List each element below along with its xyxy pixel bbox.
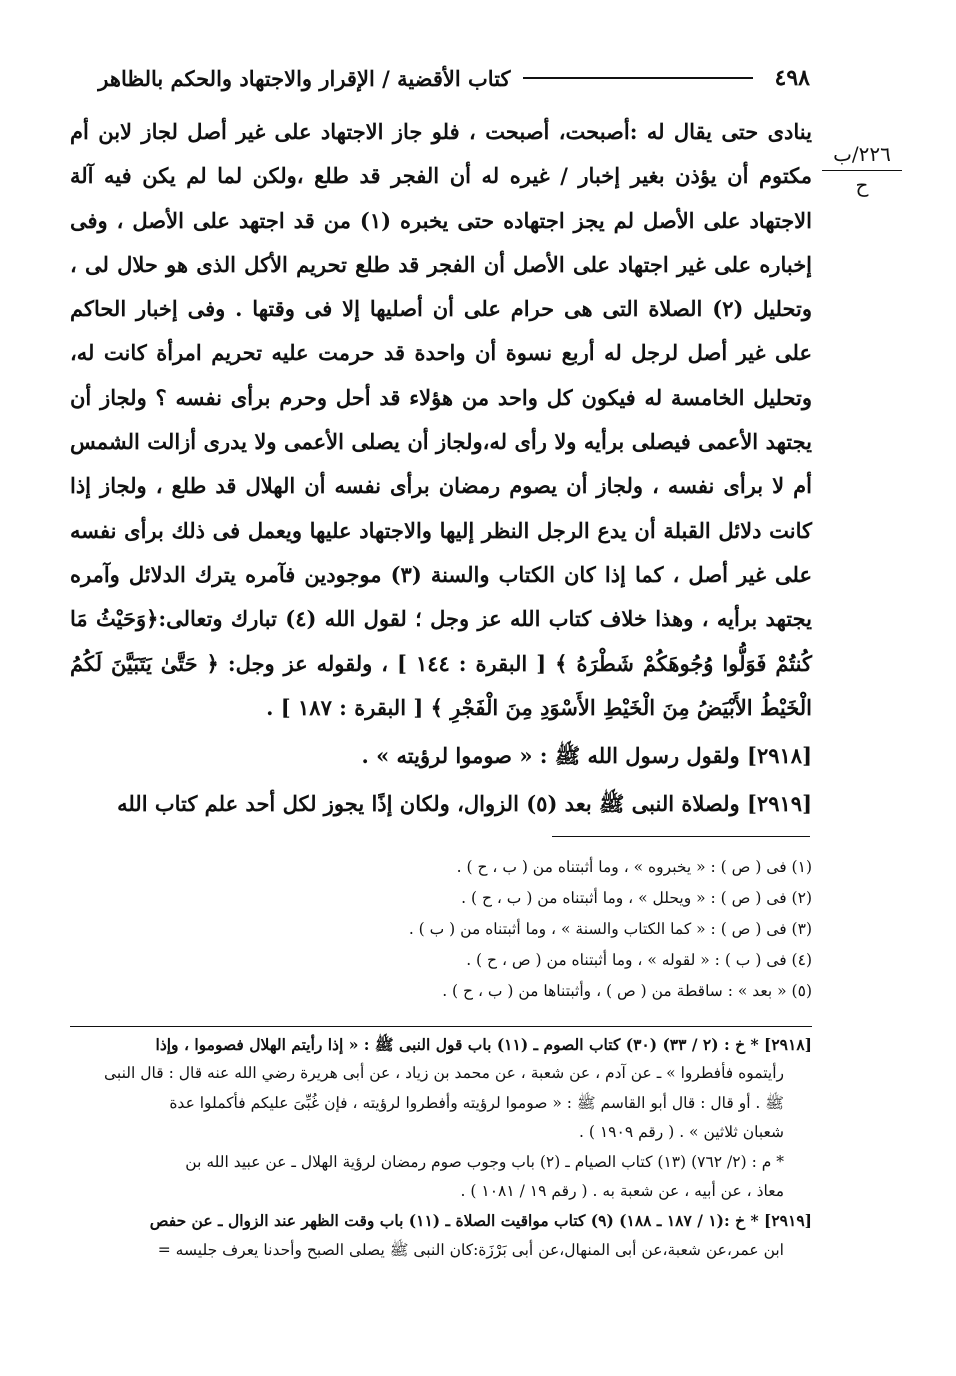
- source-line: معاذ ، عن أبيه ، عن شعبة به . ( رقم ١٩ / ١٠٨١ ) .: [460, 1182, 784, 1201]
- manuscript-folio-note: [822, 140, 902, 199]
- text-line: ينادى حتى يقال له :أصبحت، أصبحت ، فلو جاز الاجتهاد على غير أصل لجاز لابن أم: [70, 119, 812, 144]
- source-line: ﷺ . أو قال : قال أبو القاسم ﷺ : « صوموا لرؤيته وأفطروا لرؤيته ، فإن غُبِّىَ عليكم فأكملوا عدة: [169, 1093, 784, 1112]
- header-rule: [523, 77, 753, 79]
- hadith-sources: [70, 1030, 812, 1265]
- text-line: إذا كان الكتاب والسنة (٣) موجودين فآمره يترك الدلائل وآمره يجتهد برأيه ، وهذا خلاف: [70, 561, 813, 632]
- text-line: يدع الرجل النظر إليها والاجتهاد عليها ويعمل فى ذلك برأى نفسه على غير أصل ، كما: [70, 517, 813, 587]
- sources-rule: [70, 1026, 812, 1027]
- footnote-3: (٣) فى ( ص ) : « كما الكتاب والسنة » ، وما أثبتناه من ( ب ) .: [408, 920, 812, 938]
- text-line: على الأصل لم يجز اجتهاده حتى يخبره (١) من قد اجتهد على الأصل ، وفى إخباره على: [70, 207, 813, 277]
- source-line: [٢٩١٩] * خ :(١ / ١٨٧ ـ ١٨٨) (٩) كتاب مواقيت الصلاة ـ (١١) باب وقت الظهر عند الزوال ـ عن حفص: [149, 1211, 812, 1231]
- page-number: ٤٩٨: [774, 65, 810, 91]
- text-line: ولجاز أن يصوم رمضان برأى نفسه أن الهلال قد طلع ، ولجاز إذا كانت دلائل القبلة أن: [70, 473, 812, 543]
- source-line: ابن عمر،عن شعبة،عن أبى المنهال،عن أبى بَرْزَة:كان النبى ﷺ يصلى الصبح وأحدنا يعرف جليسه =: [157, 1240, 784, 1259]
- main-text: [70, 110, 812, 827]
- source-line: رأيتموه فأفطروا » ـ عن آدم ، عن شعبة ، عن محمد بن زياد ، عن أبى هريرة رضي الله عنه قال : قال النبى: [104, 1064, 784, 1083]
- text-line: غير اجتهاد على الأصل أن الفجر قد طلع تحريم الأكل الذى هو حلال لى ، وتحليل (٢): [70, 251, 813, 322]
- footnote-5: (٥) « بعد » : ساقطة من ( ص ) ، وأثبتناها من ( ب ، ح ) .: [442, 982, 812, 1000]
- footnote-2: (٢) فى ( ص ) : « ويحلل » ، وما أثبتناه من ( ب ، ح ) .: [461, 889, 812, 907]
- hadith-2918: [٢٩١٨] ولقول رسول الله ﷺ : « صوموا لرؤيته » .: [361, 743, 812, 769]
- running-title: كتاب الأقضية / الإقرار والاجتهاد والحكم بالظاهر: [98, 65, 511, 91]
- source-line: شعبان ثلاثين » . ( رقم ١٩٠٩ ) .: [579, 1123, 784, 1142]
- text-line: الْفَجْرِ ﴾ [ البقرة : ١٨٧ ] .: [266, 694, 499, 720]
- text-line: فيكون كل واحد من هؤلاء قد أحل وحرم برأى نفسه ؟ ولجاز أن يجتهد الأعمى فيصلى: [70, 384, 813, 455]
- text-line: برأيه ولا رأى له،ولجاز أن يصلى الأعمى ولا يدرى أزالت الشمس أم لا برأى نفسه ،: [70, 429, 813, 499]
- text-line: كتاب الله عز وجل ؛ لقول الله (٤) تبارك وتعالى:﴿وَحَيْثُ مَا كُنتُمْ فَوَلُّوا وُجُوهَكُمْ شَطْرَهُ ﴾: [70, 606, 813, 676]
- footnote-1: (١) فى ( ص ) : « يخبروه » ، وما أثبتناه من ( ب ، ح ) .: [456, 858, 812, 876]
- source-line: * م : (٢/ ٧٦٢) (١٣) كتاب الصيام ـ (٢) باب وجوب صوم رمضان لرؤية الهلال ـ عن عبيد الله بن: [185, 1152, 784, 1171]
- main-paragraph: [70, 110, 812, 730]
- text-line: لرجل له أربع نسوة أن واحدة قد حرمت عليه تحريم امرأة كانت له، وتحليل الخامسة له: [70, 340, 812, 410]
- footnotes: [70, 852, 812, 1007]
- text-line: [ البقرة : ١٤٤ ] ، ولقوله عز وجل: ﴿ حَتَّىٰ يَتَبَيَّنَ لَكُمُ الْخَيْطُ الأَبْيَضُ مِنَ الْخَيْطِ الأَسْوَدِ مِنَ: [70, 650, 812, 720]
- footnote-rule: [552, 836, 810, 837]
- source-line: [٢٩١٨] * خ : (٢ / ٣٣) (٣٠) كتاب الصوم ـ (١١) باب قول النبى ﷺ : « إذا رأيتم الهلال فصوموا ، وإذا: [155, 1035, 812, 1054]
- footnote-4: (٤) فى ( ب ) : « لقوله » ، وما أثبتناه من ( ص ، ح ) .: [466, 951, 812, 969]
- folio-reference: ٢٢٦/ب: [822, 140, 902, 171]
- page-header: [70, 58, 810, 98]
- text-line: مكتوم أن يؤذن بغير إخبار / غيره له أن الفجر قد طلع ،ولكن لما لم يكن فيه آلة الاجتهاد: [70, 163, 812, 233]
- manuscript-siglum: ح: [855, 173, 869, 197]
- hadith-2919: [٢٩١٩] ولصلاة النبى ﷺ بعد (٥) الزوال، ولكان إذًا يجوز لكل أحد علم كتاب الله: [117, 791, 812, 817]
- text-line: الصلاة التى هى حرام على أن أصليها إلا فى وقتها . وفى إخبار الحاكم على غير أصل: [70, 296, 812, 366]
